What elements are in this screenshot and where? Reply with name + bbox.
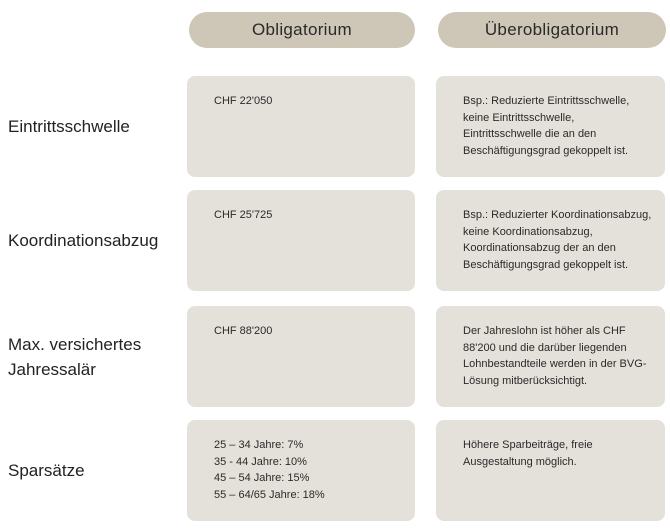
card-ueberobligatorium-eintrittsschwelle — [436, 76, 665, 177]
header-obligatorium — [189, 12, 415, 48]
row-label-text: Eintrittsschwelle — [8, 117, 130, 136]
card-value: CHF 88'200 — [214, 325, 273, 337]
card-text: Höhere Sparbeiträge, freie Ausgestaltung möglich. — [463, 439, 593, 468]
row-label-text-line2: Jahressalär — [8, 359, 96, 379]
card-value: CHF 22'050 — [214, 95, 273, 107]
row-label-text: Koordinationsabzug — [8, 231, 159, 250]
card-value-line: 35 - 44 Jahre: 10% — [214, 455, 307, 468]
card-value: CHF 25'725 — [214, 209, 273, 221]
row-label-eintrittsschwelle — [8, 76, 183, 177]
header-ueberobligatorium-label: Überobligatorium — [484, 20, 620, 39]
card-text: Der Jahreslohn ist höher als CHF 88'200 und die darüber liegenden Lohnbestandteile werden in der BVG-Lösung mitberücksichtigt. — [463, 325, 647, 387]
card-text: Bsp.: Reduzierter Koordinationsabzug, keine Koordinationsabzug, Koordinationsabzug der an den Beschäftigungsgrad gekoppelt ist. — [463, 209, 652, 271]
row-label-text-line1: Max. versichertes — [8, 334, 142, 354]
row-label-koordinationsabzug — [8, 190, 183, 291]
card-obligatorium-max-salaer — [187, 306, 415, 407]
card-ueberobligatorium-max-salaer — [436, 306, 665, 407]
card-value-line: 25 – 34 Jahre: 7% — [214, 439, 304, 451]
card-value-line: 55 – 64/65 Jahre: 18% — [214, 488, 325, 501]
row-label-sparsaetze — [8, 420, 183, 521]
header-obligatorium-label: Obligatorium — [252, 20, 352, 39]
card-obligatorium-eintrittsschwelle — [187, 76, 415, 177]
card-ueberobligatorium-sparsaetze — [436, 420, 665, 521]
card-text: Bsp.: Reduzierte Eintrittsschwelle, keine Eintrittsschwelle, Eintrittsschwelle die an den Beschäftigungsgrad gekoppelt ist. — [463, 95, 630, 157]
row-label-max-versichertes-jahressalaer — [8, 306, 183, 407]
card-ueberobligatorium-koordinationsabzug — [436, 190, 665, 291]
card-obligatorium-koordinationsabzug — [187, 190, 415, 291]
card-value-line: 45 – 54 Jahre: 15% — [214, 472, 310, 484]
card-obligatorium-sparsaetze — [187, 420, 415, 521]
header-ueberobligatorium — [438, 12, 666, 48]
row-label-text: Sparsätze — [8, 461, 85, 480]
